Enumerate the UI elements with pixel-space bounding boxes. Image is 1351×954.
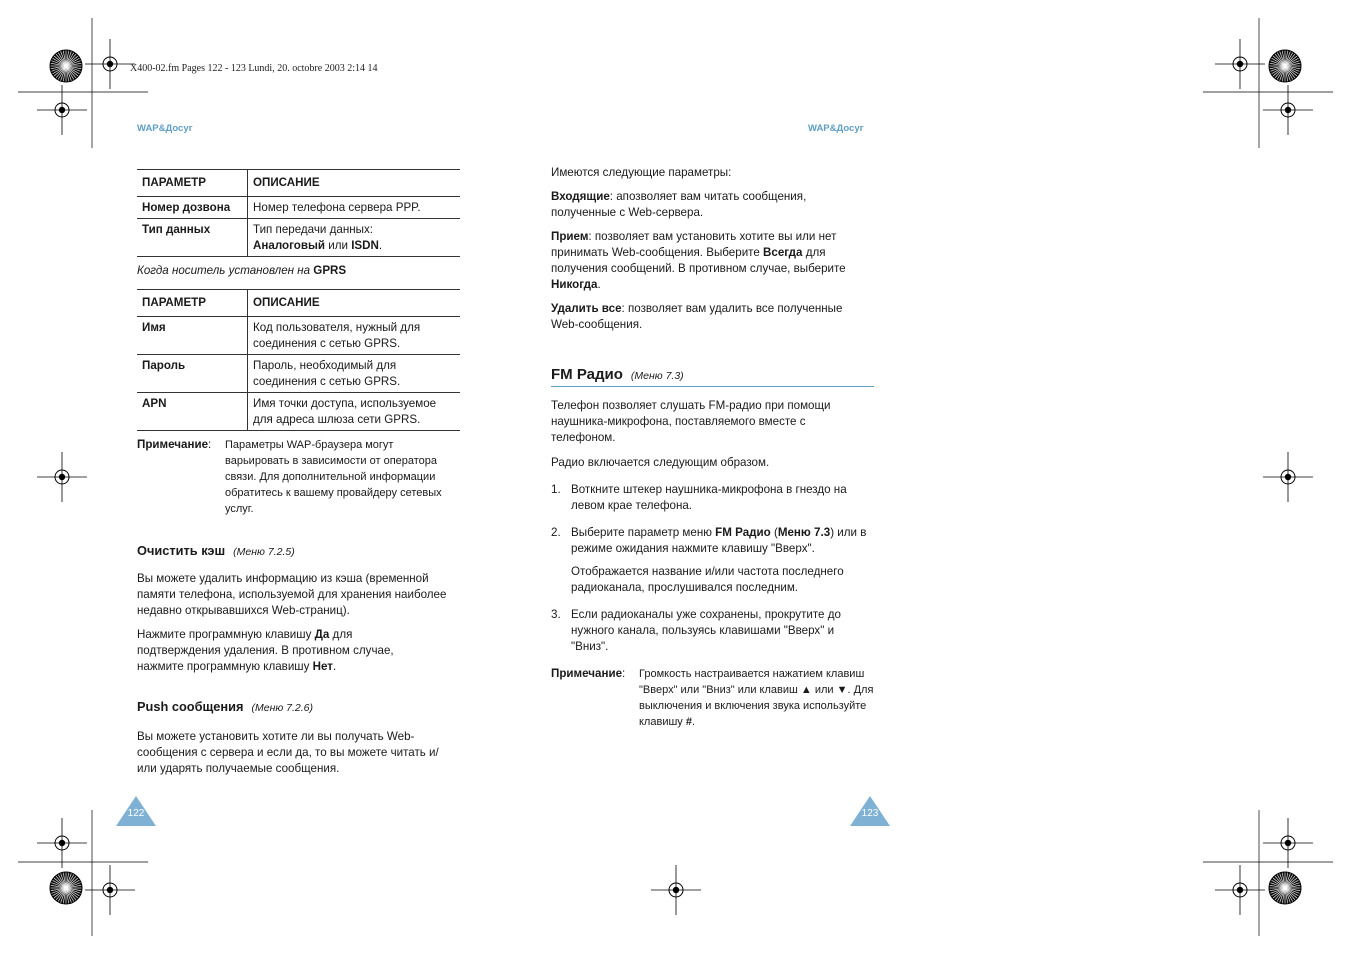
desc-cell: Пароль, необходимый для соединения с сетью GPRS. xyxy=(253,359,401,388)
hash-key-icon: # xyxy=(685,716,692,728)
receive-desc: Прием: позволяет вам установить хотите вы или нет принимать Web-сообщения. Выберите Всегда для получения сообщений. В противном случае, выберите Никогда. xyxy=(551,230,846,291)
down-arrow-icon: ▼ xyxy=(836,684,848,696)
fm-p2: Радио включается следующим образом. xyxy=(551,456,770,469)
param-cell: Имя xyxy=(137,317,248,355)
note-text: Параметры WAP-браузера могут варьировать в зависимости от оператора связи. Для дополнительной информации обратитесь к вашему провайдеру сетевых услуг. xyxy=(225,439,442,515)
fm-step-3: 3. Если радиоканалы уже сохранены, прокрутите до нужного канала, пользуясь клавишами "Вверх" и "Вниз". xyxy=(551,608,841,653)
desc-cell: Тип передачи данных: Аналоговый или ISDN. xyxy=(253,223,383,252)
header-left: WAP&Досуг xyxy=(137,123,193,134)
inbox-desc: Входящие: апозволяет вам читать сообщения, полученные с Web-сервера. xyxy=(551,190,807,219)
gprs-caption: Когда носитель установлен на GPRS xyxy=(137,264,347,277)
up-arrow-icon: ▲ xyxy=(800,684,812,696)
table-header-desc: ОПИСАНИЕ xyxy=(253,176,320,189)
fm-step-1: 1. Воткните штекер наушника-микрофона в гнездо на левом крае телефона. xyxy=(551,483,847,512)
registration-crosshair xyxy=(37,818,87,868)
registration-crosshair xyxy=(1263,452,1313,502)
clear-cache-p1: Вы можете удалить информацию из кэша (временной памяти телефона, используемой для хранения наиболее недавно открывавшихся Web-страниц). xyxy=(137,572,447,617)
param-cell: APN xyxy=(137,393,248,431)
registration-crosshair xyxy=(37,452,87,502)
table-row xyxy=(137,355,460,393)
clear-cache-p2: Нажмите программную клавишу Да для подтверждения удаления. В противном случае, нажмите программную клавишу Нет. xyxy=(137,628,394,673)
section-rule xyxy=(551,386,874,387)
file-info: X400-02.fm Pages 122 - 123 Lundi, 20. octobre 2003 2:14 14 xyxy=(130,63,378,74)
registration-starburst xyxy=(1269,50,1301,82)
registration-crosshair xyxy=(85,865,135,915)
table-row xyxy=(137,317,460,355)
gprs-params-table xyxy=(137,289,460,431)
desc-cell: Номер телефона сервера PPP. xyxy=(253,201,421,214)
desc-cell: Имя точки доступа, используемое для адреса шлюза сети GPRS. xyxy=(253,397,437,426)
table-header-param: ПАРАМЕТР xyxy=(137,290,248,317)
registration-crosshair xyxy=(651,865,701,915)
table-row xyxy=(137,393,460,431)
registration-starburst xyxy=(50,872,82,904)
push-heading: Push сообщения (Меню 7.2.6) xyxy=(137,699,314,714)
registration-crosshair xyxy=(1263,85,1313,135)
fm-radio-heading: FM Радио (Меню 7.3) xyxy=(551,366,684,383)
page-number-right: 123 xyxy=(850,796,890,826)
param-cell: Пароль xyxy=(137,355,248,393)
intro-text: Имеются следующие параметры: xyxy=(551,166,732,179)
table-row xyxy=(137,219,460,257)
wap-note: Примечание: Параметры WAP-браузера могут варьировать в зависимости от оператора связи. Для дополнительной информации обратитесь к вашему провайдеру сетевых услуг. xyxy=(137,437,467,453)
registration-starburst xyxy=(50,50,82,82)
table-row xyxy=(137,197,460,219)
table-header-param: ПАРАМЕТР xyxy=(137,170,248,197)
note-label: Примечание xyxy=(137,438,209,451)
param-cell: Тип данных xyxy=(137,219,248,257)
fm-note-text: Громкость настраивается нажатием клавиш "Вверх" или "Вниз" или клавиш ▲ или ▼. Для выключения и включения звука используйте клавишу #. xyxy=(639,668,874,728)
delete-desc: Удалить все: позволяет вам удалить все полученные Web-сообщения. xyxy=(551,302,843,331)
page-number-left: 122 xyxy=(116,796,156,826)
fm-step-2: 2. Выберите параметр меню FM Радио (Меню 7.3) или в режиме ожидания нажмите клавишу "Вверх". Отображается название и/или частота последнего радиоканала, прослушивался последним. xyxy=(551,526,867,594)
header-right: WAP&Досуг xyxy=(808,123,864,134)
registration-starburst xyxy=(1269,872,1301,904)
dialup-params-table xyxy=(137,169,460,257)
registration-crosshair xyxy=(85,39,135,89)
fm-p1: Телефон позволяет слушать FM-радио при помощи наушника-микрофона, поставляемого вместе с телефоном. xyxy=(551,399,831,444)
push-p1: Вы можете установить хотите ли вы получать Web-сообщения с сервера и если да, то вы можете читать и/или ударять получаемые сообщения. xyxy=(137,730,439,775)
clear-cache-heading: Очистить кэш (Меню 7.2.5) xyxy=(137,543,295,558)
fm-note: Примечание: Громкость настраивается нажатием клавиш "Вверх" или "Вниз" или клавиш ▲ или ▼. Для выключения и включения звука используйте клавишу #. xyxy=(551,667,874,728)
table-header-desc: ОПИСАНИЕ xyxy=(253,296,320,309)
desc-cell: Код пользователя, нужный для соединения с сетью GPRS. xyxy=(253,321,421,350)
registration-crosshair xyxy=(1215,865,1265,915)
param-cell: Номер дозвона xyxy=(137,197,248,219)
registration-crosshair xyxy=(37,85,87,135)
registration-crosshair xyxy=(1263,818,1313,868)
registration-crosshair xyxy=(1215,39,1265,89)
